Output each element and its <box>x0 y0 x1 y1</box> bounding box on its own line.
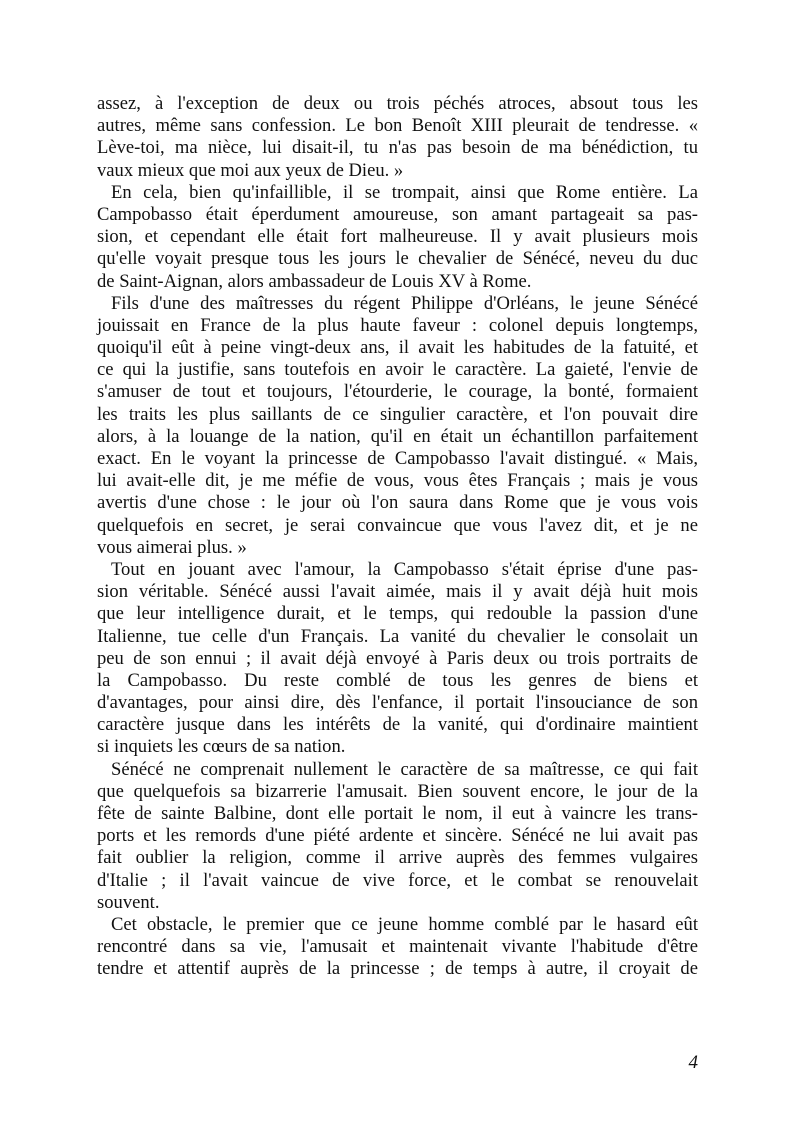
text-line: lui avait-elle dit, je me méfie de vous, vous êtes Français ; mais je vous <box>97 470 698 492</box>
text-line: Cet obstacle, le premier que ce jeune homme comblé par le hasard eût <box>111 913 698 935</box>
text-line: Lève-toi, ma nièce, lui disait-il, tu n'as pas besoin de ma bénédiction, tu <box>97 137 698 159</box>
text-line: Campobasso était éperdument amoureuse, son amant partageait sa pas- <box>97 203 698 225</box>
text-line: que leur intelligence durait, et le temps, qui redouble la passion d'une <box>97 603 698 625</box>
text-line: rencontré dans sa vie, l'amusait et maintenait vivante l'habitude d'être <box>97 936 698 958</box>
text-line: Fils d'une des maîtresses du régent Philippe d'Orléans, le jeune Sénécé <box>111 292 698 314</box>
text-line: de Saint-Aignan, alors ambassadeur de Louis XV à Rome. <box>97 270 532 292</box>
text-line: jouissait en France de la plus haute faveur : colonel depuis longtemps, <box>97 314 698 336</box>
page-number: 4 <box>688 1052 698 1073</box>
text-line: alors, à la louange de la nation, qu'il en était un échantillon parfaitement <box>97 425 698 447</box>
body-text <box>97 93 698 981</box>
text-line: qu'elle voyait presque tous les jours le chevalier de Sénécé, neveu du duc <box>97 248 698 270</box>
text-line: d'avantages, pour ainsi dire, dès l'enfance, il portait l'insouciance de son <box>97 692 698 714</box>
text-line: autres, même sans confession. Le bon Benoît XIII pleurait de tendresse. « <box>97 115 698 137</box>
document-page <box>97 93 698 981</box>
text-line: fait oublier la religion, comme il arrive auprès des femmes vulgaires <box>97 847 698 869</box>
text-line: exact. En le voyant la princesse de Campobasso l'avait distingué. « Mais, <box>97 448 698 469</box>
text-line: fête de sainte Balbine, dont elle portait le nom, il eut à vaincre les trans- <box>97 803 698 824</box>
text-line: sion véritable. Sénécé aussi l'avait aimée, mais il y avait déjà huit mois <box>97 581 698 603</box>
text-line: la Campobasso. Du reste comblé de tous les genres de biens et <box>97 669 698 691</box>
text-line: vous aimerai plus. » <box>97 536 247 558</box>
text-line: Tout en jouant avec l'amour, la Campobasso s'était éprise d'une pas- <box>111 558 698 580</box>
text-line: les traits les plus saillants de ce singulier caractère, et l'on pouvait dire <box>97 403 698 425</box>
text-line: En cela, bien qu'infaillible, il se trompait, ainsi que Rome entière. La <box>111 181 698 203</box>
text-line: caractère jusque dans les intérêts de la vanité, qui d'ordinaire maintient <box>97 714 698 736</box>
text-line: sion, et cependant elle était fort malheureuse. Il y avait plusieurs mois <box>97 226 698 248</box>
text-line: s'amuser de tout et toujours, l'étourderie, le courage, la bonté, formaient <box>97 381 698 403</box>
text-line: si inquiets les cœurs de sa nation. <box>97 736 346 758</box>
text-line: Sénécé ne comprenait nullement le caractère de sa maîtresse, ce qui fait <box>111 758 698 780</box>
text-line: peu de son ennui ; il avait déjà envoyé à Paris deux ou trois portraits de <box>97 647 698 669</box>
text-line: quelquefois en secret, je serai convaincue que vous l'avez dit, et je ne <box>97 514 698 536</box>
text-line: ce qui la justifie, sans toutefois en avoir le caractère. La gaieté, l'envie de <box>97 359 698 381</box>
text-line: quoiqu'il eût à peine vingt-deux ans, il avait les habitudes de la fatuité, et <box>97 337 698 359</box>
text-line: d'Italie ; il l'avait vaincue de vive force, et le combat se renouvelait <box>97 869 698 891</box>
text-line: Italienne, tue celle d'un Français. La vanité du chevalier le consolait un <box>97 625 698 647</box>
text-line: tendre et attentif auprès de la princesse ; de temps à autre, il croyait de <box>97 958 698 980</box>
text-line: vaux mieux que moi aux yeux de Dieu. » <box>97 159 404 181</box>
text-line: souvent. <box>97 891 160 913</box>
text-line: avertis d'une chose : le jour où l'on saura dans Rome que je vous vois <box>97 492 698 514</box>
text-line: assez, à l'exception de deux ou trois péchés atroces, absout tous les <box>97 93 698 114</box>
text-line: ports et les remords d'une piété ardente et sincère. Sénécé ne lui avait pas <box>97 825 698 847</box>
text-line: que quelquefois sa bizarrerie l'amusait. Bien souvent encore, le jour de la <box>97 780 698 802</box>
